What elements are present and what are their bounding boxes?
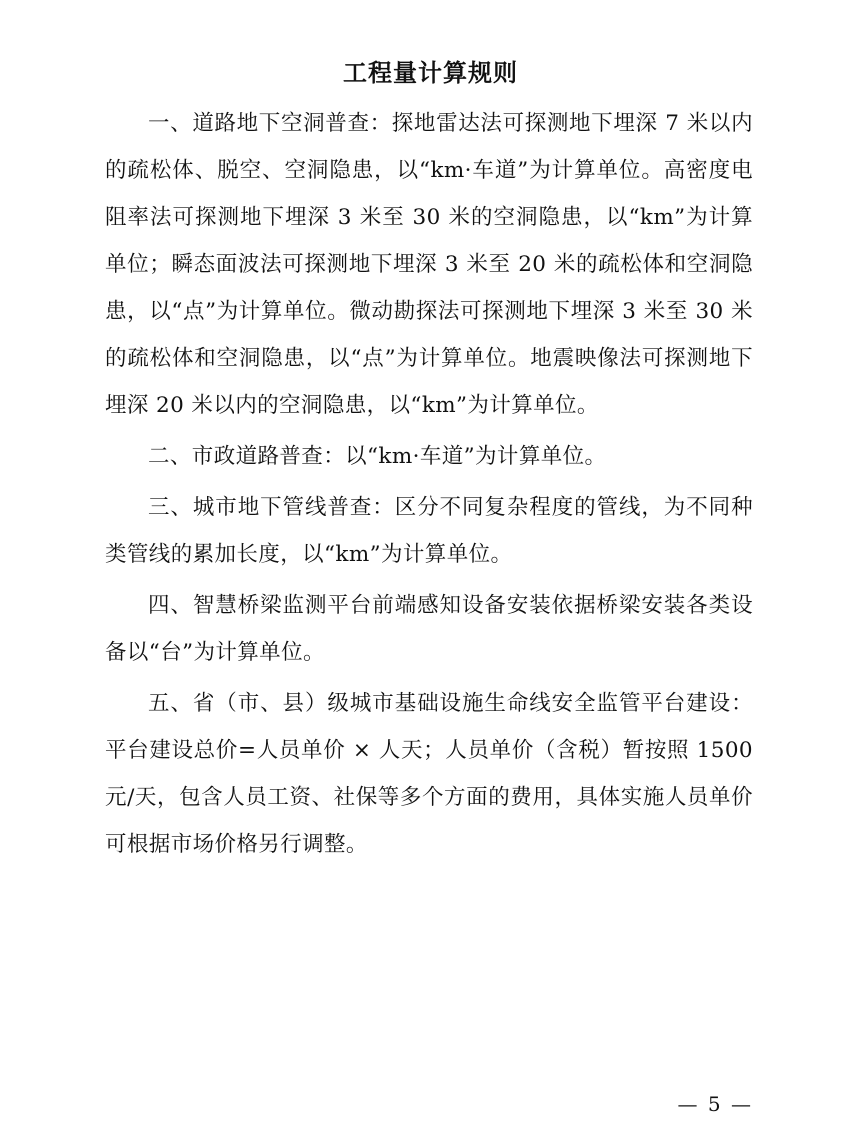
paragraph-municipal-road-survey: 二、市政道路普查：以“km·车道”为计算单位。	[148, 444, 607, 469]
document-title: 工程量计算规则	[343, 59, 518, 87]
paragraph-platform-construction: 五、省（市、县）级城市基础设施生命线安全监管平台建设：平台建设总价=人员单价 × 人天；人员单价（含税）暂按照 1500 元/天，包含人员工资、社保等多个方面的费用，具体实施人员单价可根据市场价格另行调整。	[105, 691, 753, 857]
document-body	[105, 100, 753, 872]
paragraph-bridge-monitoring: 四、智慧桥梁监测平台前端感知设备安装依据桥梁安装各类设备以“台”为计算单位。	[105, 593, 753, 665]
paragraph-pipeline-survey: 三、城市地下管线普查：区分不同复杂程度的管线，为不同种类管线的累加长度，以“km”为计算单位。	[105, 495, 753, 567]
paragraph-road-cavity-survey: 一、道路地下空洞普查：探地雷达法可探测地下埋深 7 米以内的疏松体、脱空、空洞隐患，以“km·车道”为计算单位。高密度电阻率法可探测地下埋深 3 米至 30 米的空洞隐患，以“km”为计算单位；瞬态面波法可探测地下埋深 3 米至 20 米的疏松体和空洞隐患，以“点”为计算单位。微动勘探法可探测地下埋深 3 米至 30 米的疏松体和空洞隐患，以“点”为计算单位。地震映像法可探测地下埋深 20 米以内的空洞隐患，以“km”为计算单位。	[105, 111, 753, 418]
page-number: — 5 —	[677, 1092, 753, 1116]
